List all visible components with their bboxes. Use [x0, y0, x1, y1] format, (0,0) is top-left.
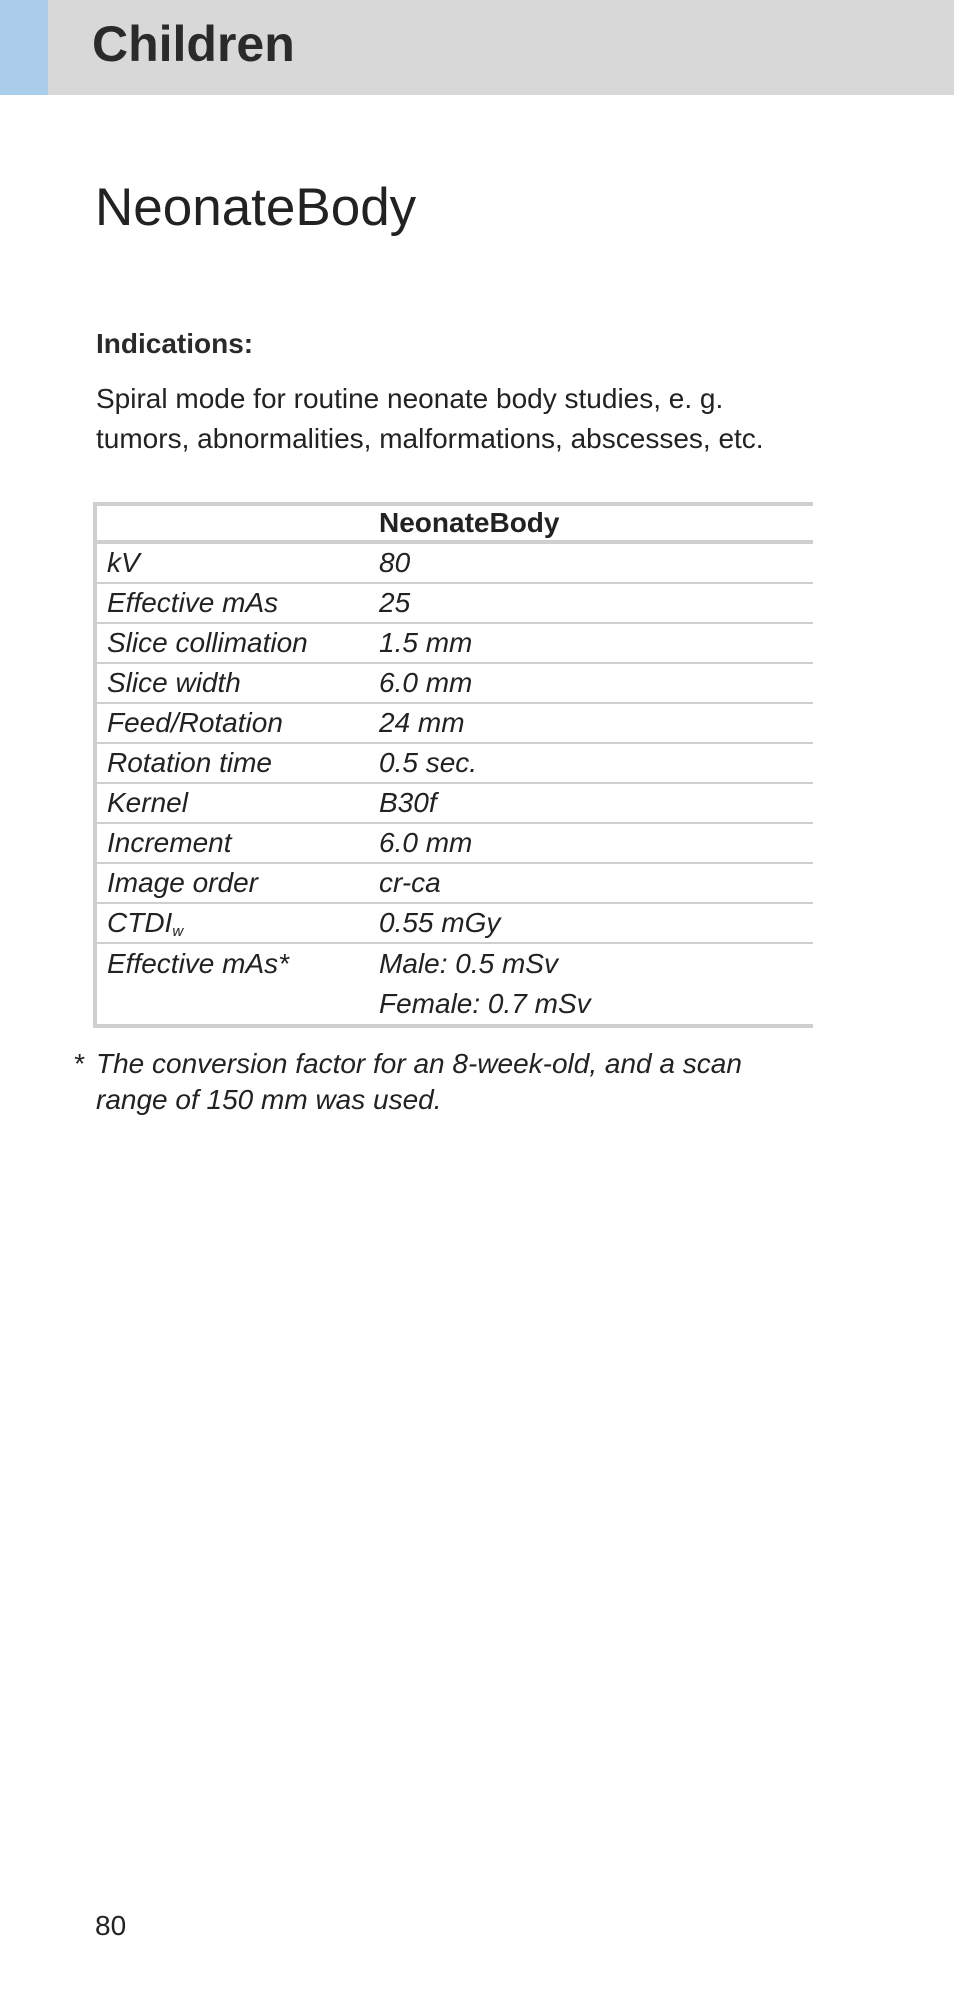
table-header-param — [95, 504, 375, 542]
indications-heading: Indications: — [96, 328, 254, 359]
param-name-ctdi — [95, 903, 375, 943]
table-row — [95, 542, 813, 583]
indications-line: tumors, abnormalities, malformations, abscesses, etc. — [96, 423, 764, 454]
param-name: Increment — [95, 823, 375, 863]
param-value: 0.5 sec. — [375, 743, 813, 783]
table-header-protocol: NeonateBody — [375, 504, 813, 542]
footnote-line: range of 150 mm was used. — [96, 1084, 442, 1115]
chapter-header-band — [0, 0, 954, 95]
footnote-marker: * — [73, 1048, 84, 1079]
param-value: cr-ca — [375, 863, 813, 903]
ctdi-subscript: w — [172, 922, 184, 940]
param-value: 0.55 mGy — [375, 903, 813, 943]
param-name: kV — [95, 542, 375, 583]
table-row — [95, 623, 813, 663]
param-value: 6.0 mm — [375, 663, 813, 703]
param-name: Effective mAs* — [107, 948, 290, 979]
table-row — [95, 663, 813, 703]
param-value: 24 mm — [375, 703, 813, 743]
chapter-title: Children — [92, 16, 295, 72]
param-value-female: Female: 0.7 mSv — [379, 988, 591, 1019]
param-name: Slice width — [95, 663, 375, 703]
indications-text — [96, 379, 836, 459]
table-row — [95, 863, 813, 903]
param-value: 80 — [375, 542, 813, 583]
footnote — [73, 1046, 833, 1118]
table-row — [95, 583, 813, 623]
table-row — [95, 903, 813, 943]
ctdi-label: CTDI — [107, 906, 173, 938]
table-row — [95, 703, 813, 743]
param-value-male: Male: 0.5 mSv — [379, 948, 558, 979]
footnote-text — [73, 1046, 833, 1118]
param-value: 25 — [375, 583, 813, 623]
param-name: Image order — [95, 863, 375, 903]
param-name: Kernel — [95, 783, 375, 823]
table-row — [95, 943, 813, 1026]
param-value: B30f — [375, 783, 813, 823]
footnote-line: The conversion factor for an 8-week-old, and a scan — [96, 1048, 742, 1079]
param-name: Effective mAs — [95, 583, 375, 623]
param-name: Rotation time — [95, 743, 375, 783]
table-row — [95, 743, 813, 783]
param-value: 6.0 mm — [375, 823, 813, 863]
page-number: 80 — [95, 1910, 127, 1941]
table-row — [95, 783, 813, 823]
param-name: Feed/Rotation — [95, 703, 375, 743]
param-value-multi — [375, 943, 813, 1026]
protocol-parameter-table — [93, 502, 813, 1028]
table-row — [95, 823, 813, 863]
param-value: 1.5 mm — [375, 623, 813, 663]
table-header-row — [95, 504, 813, 542]
indications-line: Spiral mode for routine neonate body studies, e. g. — [96, 383, 724, 414]
param-name: Slice collimation — [95, 623, 375, 663]
chapter-accent-bar — [0, 0, 48, 95]
page-title: NeonateBody — [95, 178, 417, 237]
